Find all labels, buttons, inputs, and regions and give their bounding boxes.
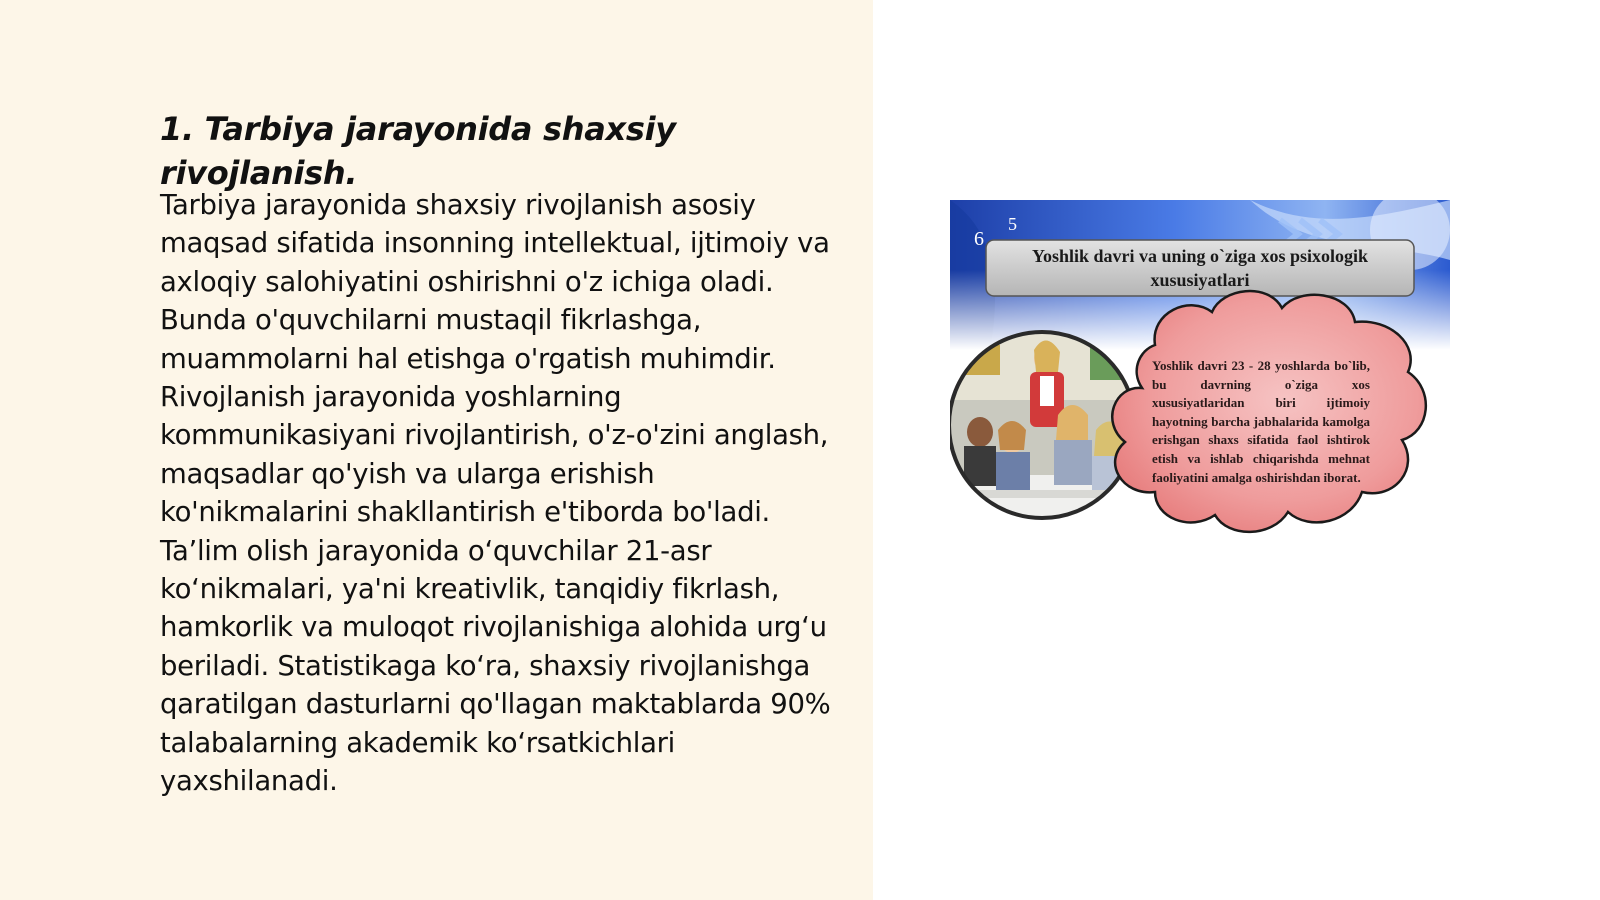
slide-body-text: Tarbiya jarayonida shaxsiy rivojlanish asosiy maqsad sifatida insonning intellektual, ijtimoiy va axloqiy salohiyatini oshirishni o'z ichiga oladi. Bunda o'quvchilarni mustaqil fikrlashga, muammolarni hal etishga o'rgatish muhimdir. Rivojlanish jarayonida yoshlarning kommunikasiyani rivojlantirish, o'z-o'zini anglash, maqsadlar qo'yish va ularga erishish ko'nikmalarini shakllantirish e'tiborda bo'ladi. Ta’lim olish jarayonida o‘quvchilar 21-asr ko‘nikmalari, ya'ni kreativlik, tanqidiy fikrlash, hamkorlik va muloqot rivojlanishiga alohida urg‘u beriladi. Statistikaga ko‘ra, shaxsiy rivojlanishga qaratilgan dasturlarni qo'llagan maktablarda 90% talabalarning akademik ko‘rsatkichlari yaxshilanadi. [160, 189, 831, 798]
figure-title: Yoshlik davri va uning o`ziga xos psixologik xususiyatlari [1031, 246, 1369, 290]
corner-number-6: 6 [974, 228, 984, 250]
illustration-image [950, 200, 1450, 580]
corner-number-5: 5 [1008, 214, 1017, 234]
slide-title: 1. Tarbiya jarayonida shaxsiy rivojlanish. [160, 110, 676, 192]
cloud-text: Yoshlik davri 23 - 28 yoshlarda bo`lib, bu davrning o`ziga xos xususiyatlaridan biri ijtimoiy hayotning barcha jabhalarida kamolga erishgan shaxs sifatida faol ishtirok etish va ishlab chiqarishda mehnat faoliyatini amalga oshirishdan iborat. [1152, 358, 1370, 485]
